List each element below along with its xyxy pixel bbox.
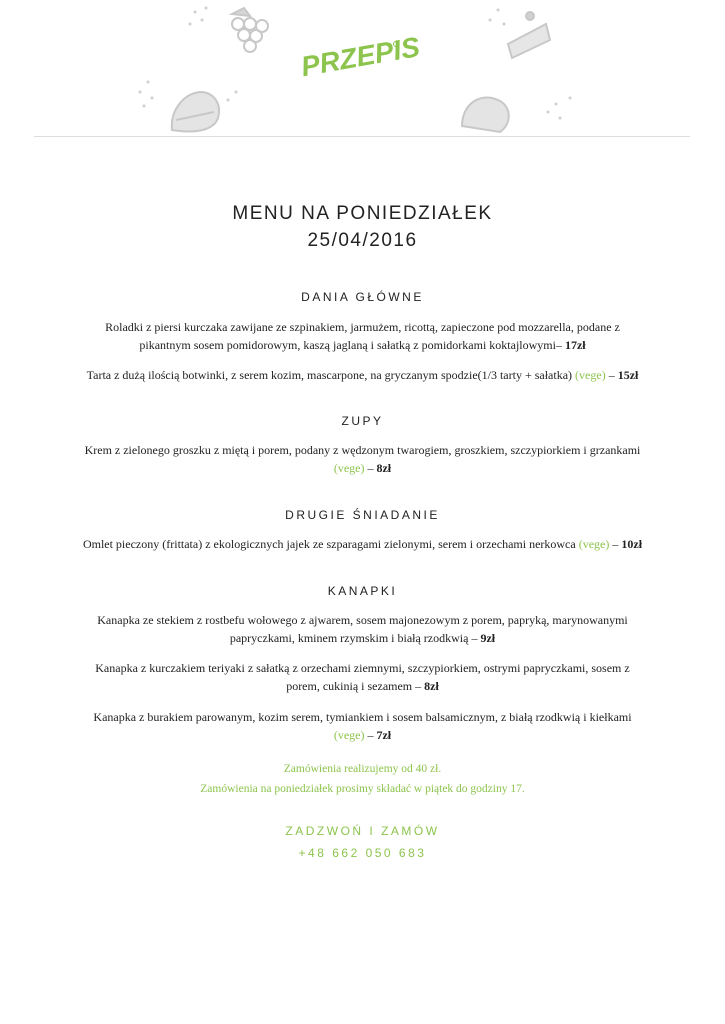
call-to-action: ZADZWOŃ I ZAMÓW [285,824,440,838]
section-heading-sandwiches: KANAPKI [327,584,398,598]
menu-date: 25/04/2016 [307,230,418,251]
min-order-note: Zamówienia realizujemy od 40 zł. [283,763,442,775]
price-separator: – [609,537,622,551]
menu-item [80,708,645,744]
menu-item [80,366,645,384]
phone-number[interactable]: +48 662 050 683 [298,846,427,860]
price-separator: – [364,461,377,475]
vege-tag: (vege) [333,728,365,742]
svg-text:PRZEPIS: PRZEPIS [298,30,423,83]
menu-item-price: 15zł [617,368,639,382]
cake-slice-icon [508,12,550,58]
croissant-icon [462,98,509,132]
header-illustrations [0,0,725,138]
menu-title: MENU NA PONIEDZIAŁEK [232,203,493,224]
menu-item-desc: Kanapka ze stekiem z rostbefu wołowego z ajwarem, sosem majonezowym z porem, papryką, marynowanymi papryczkami, kminem rzymskim i białą rzodkwią – [97,613,628,645]
menu-item [80,659,645,695]
menu-item-desc: Roladki z piersi kurczaka zawijane ze szpinakiem, jarmużem, ricottą, zapieczone pod mozzarella, podane z pikantnym sosem pomidorowym, kaszą jaglaną i sałatką z pomidorkami koktajlowymi– [105,320,620,352]
menu-item-price: 9zł [480,631,496,645]
section-heading-brunch: DRUGIE ŚNIADANIE [285,508,440,522]
menu-item-desc: Kanapka z burakiem parowanym, kozim serem, tymiankiem i sosem balsamicznym, z białą rzodkwią i kiełkami [93,710,632,724]
header-divider [34,136,690,137]
menu-item-desc: Kanapka z kurczakiem teriyaki z sałatką z orzechami ziemnymi, szczypiorkiem, ostrymi papryczkami, sosem z porem, cukinią i sezamem – [95,661,630,693]
menu-item-price: 8zł [376,461,392,475]
menu-item [80,441,645,477]
page-header [0,0,725,138]
menu-item-price: 7zł [376,728,392,742]
price-separator: – [605,368,618,382]
menu-item-desc: Krem z zielonego groszku z miętą i porem, podany z wędzonym twarogiem, groszkiem, szczypiorkiem i grzankami [84,443,641,457]
menu-item-price: 8zł [424,679,439,693]
sandwich-icon [172,92,219,132]
menu-item-desc: Omlet pieczony (frittata) z ekologicznych jajek ze szparagami zielonymi, serem i orzechami nerkowca [82,537,579,551]
price-separator: – [364,728,377,742]
menu-item [80,611,645,647]
grapes-icon [232,8,268,52]
section-heading-soups: ZUPY [341,414,384,428]
vege-tag: (vege) [333,461,365,475]
menu-item [80,535,645,553]
monday-order-note: Zamówienia na poniedziałek prosimy składać w piątek do godziny 17. [200,783,525,795]
menu-item-desc: Tarta z dużą ilością botwinki, z serem kozim, mascarpone, na gryczanym spodzie(1/3 tarty + sałatka) [86,368,576,382]
vege-tag: (vege) [575,368,606,382]
section-heading-main: DANIA GŁÓWNE [301,290,424,304]
vege-tag: (vege) [578,537,610,551]
menu-item [80,318,645,354]
brand-logo [299,31,423,82]
menu-item-price: 10zł [621,537,643,551]
menu-item-price: 17zł [564,338,586,352]
